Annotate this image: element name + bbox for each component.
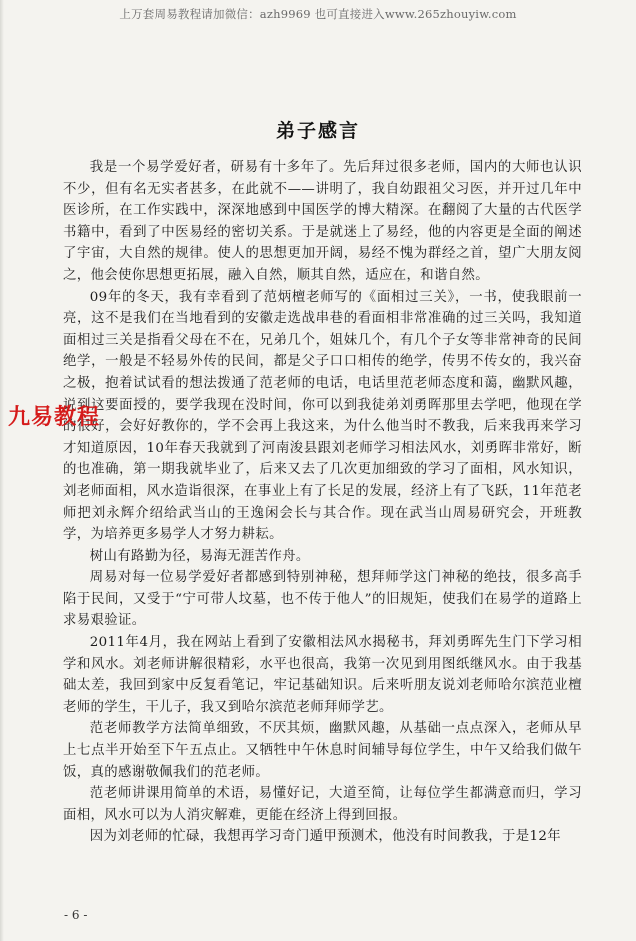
watermark-logo: 九易教程 xyxy=(8,405,101,430)
paragraph: 09年的冬天，我有幸看到了范炳檀老师写的《面相过三关》，一书，使我眼前一亮，这不是我们在当地看到的安徽走选战串巷的看面相非常准确的过三关吗，我知道面相过三关是指看父母在不在，兄弟几个，姐妹几个，有几个子女等非常神奇的民间绝学，一般是不轻易外传的民间，都是父子口口相传的绝学，传男不传女的，我兴奋之极，抱着试试看的想法拨通了范老师的电话，电话里范老师态度和蔼，幽默风趣，说到这要面授的，要学我现在没时间，你可以到我徒弟刘勇晖那里去学吧，他现在学的很好，会好好教你的，学不会再上我这来，为什么他当时不教我，后来我再来学习才知道原因，10年春天我就到了河南浚县跟刘老师学习相法风水，刘勇晖非常好，断的也准确，第一期我就毕业了，后来又去了几次更加细致的学习了面相，风水知识，刘老师面相，风水造诣很深，在事业上有了长足的发展，经济上有了飞跃，11年范老师把刘永辉介绍给武当山的王逸闲会长与其合作。现在武当山周易研究会，开班教学，为培养更多易学人才努力耕耘。 xyxy=(63,289,582,543)
paragraph: 周易对每一位易学爱好者都感到特别神秘，想拜师学这门神秘的绝技，很多高手陷于民间，又受于“宁可带人坟墓，也不传于他人”的旧规矩，使我们在易学的道路上求易艰验证。 xyxy=(63,570,582,629)
paragraph: 范老师教学方法简单细致，不厌其烦，幽默风趣，从基础一点点深入，老师从早上七点半开始至下午五点止。又牺牲中午休息时间辅导每位学生，中午又给我们做午饭，真的感谢敬佩我们的范老师。 xyxy=(63,721,582,780)
top-banner: 上万套周易教程请加微信：azh9969 也可直接进入www.265zhouyiw.com xyxy=(119,7,517,21)
paragraph: 范老师讲课用简单的术语，易懂好记，大道至简，让每位学生都满意而归，学习面相，风水可以为人消灾解难，更能在经济上得到回报。 xyxy=(63,786,582,823)
page-title: 弟子感言 xyxy=(275,120,360,142)
body-text xyxy=(63,157,582,848)
paragraph: 我是一个易学爱好者，研易有十多年了。先后拜过很多老师，国内的大师也认识不少，但有名无实者甚多，在此就不——讲明了，我自幼跟祖父习医，并开过几年中医诊所，在工作实践中，深深地感到中国医学的博大精深。在翻阅了大量的古代医学书籍中，看到了中医易经的密切关系。于是就迷上了易经，他的内容更是全面的阐述了宇宙，大自然的规律。使人的思想更加开阔，易经不愧为群经之首，望广大朋友阅之，他会使你思想更拓展，融入自然，顺其自然，适应在，和谐自然。 xyxy=(63,160,582,283)
paragraph: 2011年4月，我在网站上看到了安徽相法风水揭秘书，拜刘勇晖先生门下学习相学和风水。刘老师讲解很精彩，水平也很高，我第一次见到用图纸继风水。由于我基础太差，我回到家中反复看笔记，牢记基础知识。后来听朋友说刘老师哈尔滨范业檀老师的学生，干儿子，我又到哈尔滨范老师拜师学艺。 xyxy=(63,635,582,715)
paragraph: 因为刘老师的忙碌，我想再学习奇门遁甲预测术，他没有时间教我，于是12年 xyxy=(89,829,561,845)
page-number: - 6 - xyxy=(64,908,88,922)
paragraph: 树山有路勤为径，易海无涯苦作舟。 xyxy=(89,548,310,564)
